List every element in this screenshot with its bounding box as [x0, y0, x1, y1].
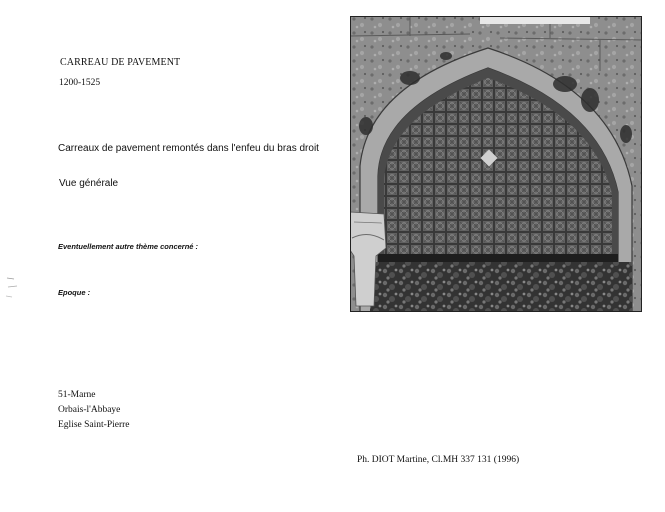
record-view-type: Vue générale: [59, 178, 119, 189]
location-department: 51-Marne: [58, 390, 96, 400]
epoch-label: Epoque :: [58, 288, 91, 297]
tomb-niche-photo: [350, 16, 642, 312]
photo-credit: Ph. DIOT Martine, Cl.MH 337 131 (1996): [357, 455, 520, 465]
location-town: Orbais-l'Abbaye: [58, 405, 121, 415]
scan-margin-marks: [5, 276, 19, 300]
record-dates: 1200-1525: [59, 78, 101, 88]
location-building: Eglise Saint-Pierre: [58, 420, 130, 430]
record-title: CARREAU DE PAVEMENT: [60, 57, 181, 68]
other-theme-label: Eventuellement autre thème concerné :: [58, 242, 199, 251]
record-description: Carreaux de pavement remontés dans l'enfeu du bras droit: [58, 143, 319, 154]
